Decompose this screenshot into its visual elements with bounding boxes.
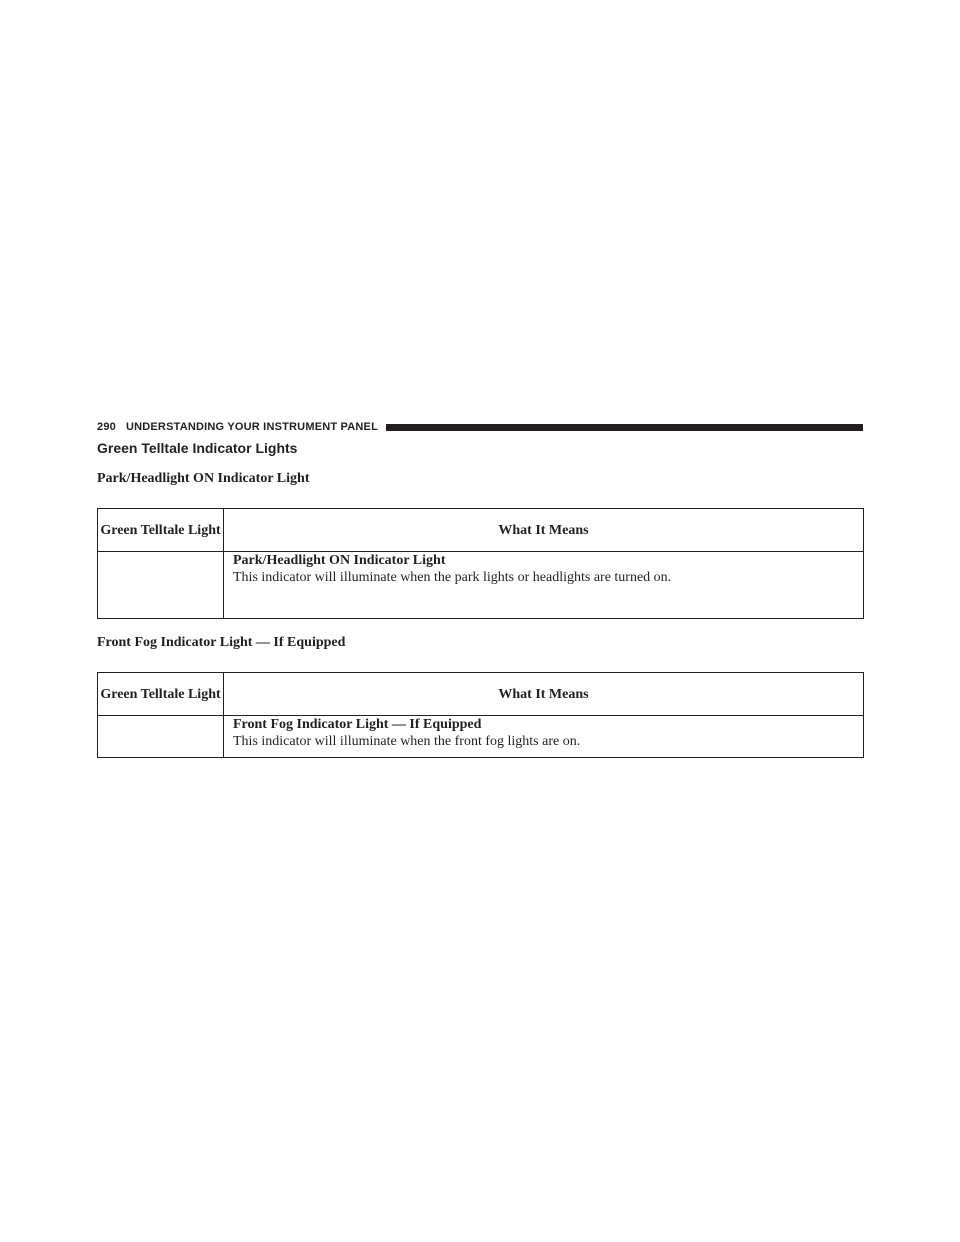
header-rule bbox=[386, 424, 863, 431]
what-it-means-cell bbox=[224, 716, 864, 758]
telltale-table-front-fog bbox=[97, 672, 864, 758]
chapter-title: UNDERSTANDING YOUR INSTRUMENT PANEL bbox=[125, 421, 379, 433]
subheading-park-headlight: Park/Headlight ON Indicator Light bbox=[97, 471, 310, 486]
subheading-front-fog: Front Fog Indicator Light — If Equipped bbox=[97, 635, 346, 650]
column-header-what-it-means: What It Means bbox=[224, 509, 864, 552]
column-header-what-it-means: What It Means bbox=[224, 673, 864, 716]
running-header bbox=[97, 420, 863, 434]
telltale-table-park-headlight bbox=[97, 508, 864, 619]
table-header-row bbox=[98, 673, 864, 716]
column-header-telltale-light: Green Telltale Light bbox=[98, 673, 224, 716]
table-row bbox=[98, 552, 864, 619]
table-row bbox=[98, 716, 864, 758]
table-header-row bbox=[98, 509, 864, 552]
telltale-light-cell bbox=[98, 552, 224, 619]
page-number: 290 bbox=[97, 421, 116, 433]
indicator-title: Park/Headlight ON Indicator Light bbox=[233, 553, 446, 568]
what-it-means-cell bbox=[224, 552, 864, 619]
telltale-light-cell bbox=[98, 716, 224, 758]
indicator-description: This indicator will illuminate when the park lights or headlights are turned on. bbox=[233, 570, 672, 585]
column-header-telltale-light: Green Telltale Light bbox=[98, 509, 224, 552]
section-heading: Green Telltale Indicator Lights bbox=[97, 440, 298, 456]
indicator-title: Front Fog Indicator Light — If Equipped bbox=[233, 717, 482, 732]
indicator-description: This indicator will illuminate when the front fog lights are on. bbox=[233, 734, 581, 749]
